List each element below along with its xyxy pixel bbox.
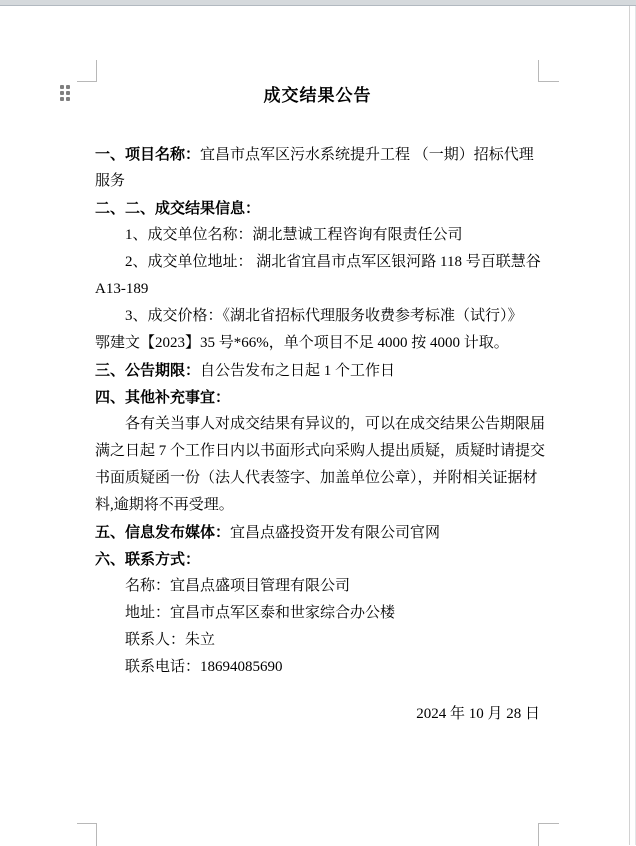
doc-line <box>95 249 540 276</box>
margin-corner-mark-bottom-left <box>77 823 97 846</box>
doc-line <box>95 546 540 573</box>
section-heading: 五、信息发布媒体： <box>95 524 231 541</box>
doc-line <box>95 384 540 411</box>
doc-line <box>95 276 540 303</box>
doc-line <box>95 195 540 222</box>
line-text: 服务 <box>95 173 126 189</box>
doc-line <box>95 168 540 195</box>
doc-line <box>95 222 540 249</box>
line-text: 鄂建文【2023】35 号*66%，单个项目不足 4000 按 4000 计取。 <box>95 335 509 351</box>
line-text: 书面质疑函一份（法人代表签字、加盖单位公章），并附相关证据材 <box>95 470 538 486</box>
section-heading: 一、项目名称： <box>95 146 201 163</box>
margin-corner-mark-bottom-right <box>538 823 559 846</box>
doc-line <box>95 357 540 384</box>
line-text: 宜昌市点军区污水系统提升工程 （一期）招标代理 <box>200 147 534 163</box>
doc-line <box>95 627 540 654</box>
line-text: 地址：宜昌市点军区泰和世家综合办公楼 <box>125 605 396 621</box>
document-text-area[interactable] <box>95 86 546 728</box>
margin-corner-mark-top-right <box>538 60 559 82</box>
doc-line <box>95 141 540 168</box>
paragraph-drag-handle-icon[interactable] <box>60 85 70 101</box>
line-text: 自公告发布之日起 1 个工作日 <box>200 363 396 379</box>
line-text: 料,逾期将不再受理。 <box>95 497 234 513</box>
section-heading: 四、其他补充事宜： <box>95 389 231 406</box>
line-text: 满之日起 7 个工作日内以书面形式向采购人提出质疑，质疑时请提交 <box>95 443 546 459</box>
line-text: 1、成交单位名称：湖北慧诚工程咨询有限责任公司 <box>125 227 463 243</box>
doc-line <box>95 465 540 492</box>
document-title: 成交结果公告 <box>263 86 372 105</box>
doc-line <box>95 654 540 681</box>
doc-line <box>95 330 540 357</box>
line-text: 2、成交单位地址： 湖北省宜昌市点军区银河路 118 号百联慧谷 <box>125 254 541 270</box>
toolbar-edge <box>0 0 636 6</box>
line-text: 宜昌点盛投资开发有限公司官网 <box>230 525 441 541</box>
spacer <box>95 106 540 141</box>
section-heading: 三、公告期限： <box>95 362 201 379</box>
doc-line <box>95 438 546 465</box>
line-text: A13-189 <box>95 281 149 297</box>
margin-corner-mark-top-left <box>77 60 97 82</box>
doc-line <box>95 519 540 546</box>
line-text: 联系人：朱立 <box>125 632 216 648</box>
doc-line <box>95 411 546 438</box>
section-heading: 六、联系方式： <box>95 551 201 568</box>
line-text: 各有关当事人对成交结果有异议的，可以在成交结果公告期限届 <box>125 416 546 432</box>
line-text: 3、成交价格：《湖北省招标代理服务收费参考标准（试行）》 <box>125 308 523 324</box>
doc-line <box>95 573 540 600</box>
doc-line <box>95 303 540 330</box>
line-text: 联系电话：18694085690 <box>125 659 283 675</box>
document-date: 2024 年 10 月 28 日 <box>416 706 540 722</box>
doc-line <box>95 492 540 519</box>
section-heading: 二、二、成交结果信息： <box>95 200 261 217</box>
page-right-edge <box>629 6 630 845</box>
line-text: 名称：宜昌点盛项目管理有限公司 <box>125 578 351 594</box>
doc-line <box>95 600 540 627</box>
